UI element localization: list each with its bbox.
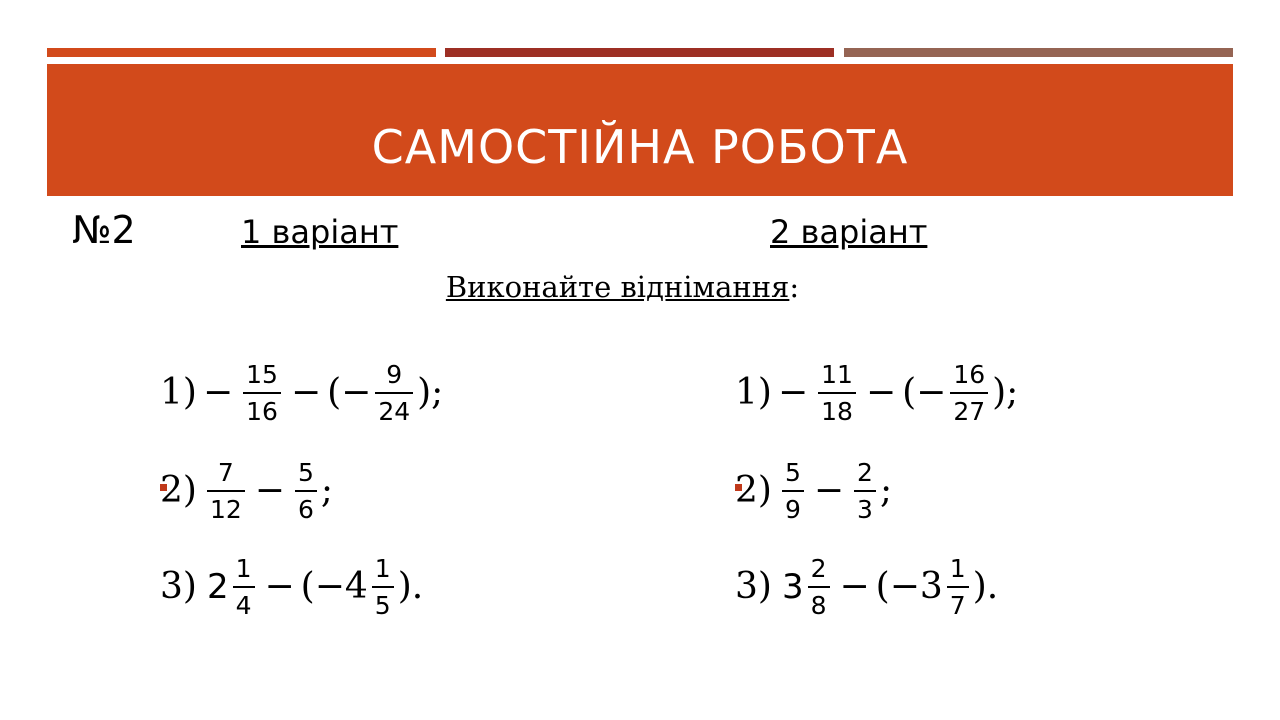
v2-expression-2 <box>735 460 892 522</box>
fraction <box>207 460 245 522</box>
expr-label: 3) <box>735 566 772 607</box>
open-paren: (− <box>902 372 947 413</box>
fraction <box>782 460 804 522</box>
denominator: 8 <box>808 586 830 618</box>
instruction-colon: : <box>789 270 800 304</box>
fraction <box>243 362 281 424</box>
numerator: 7 <box>217 458 234 487</box>
numerator: 5 <box>297 458 314 487</box>
whole-part: 3 <box>781 567 804 607</box>
denominator: 27 <box>950 392 988 424</box>
operator: − <box>813 470 845 511</box>
fraction <box>233 556 255 618</box>
numerator: 1 <box>949 554 966 583</box>
expr-label: 2) <box>735 470 772 511</box>
v2-expression-1 <box>735 362 1018 424</box>
fraction <box>375 362 413 424</box>
fraction <box>950 362 988 424</box>
operator: − <box>839 566 870 607</box>
numerator: 2 <box>810 554 827 583</box>
denominator: 18 <box>818 392 856 424</box>
semicolon: ; <box>320 470 333 511</box>
instruction-text: Виконайте віднімання <box>445 270 790 304</box>
numerator: 1 <box>235 554 252 583</box>
denominator: 5 <box>372 586 394 618</box>
fraction <box>808 556 830 618</box>
header-stripe-1 <box>47 48 436 57</box>
whole-part: 2 <box>206 567 229 607</box>
denominator: 4 <box>233 586 255 618</box>
v1-expression-3 <box>160 556 423 618</box>
fraction <box>854 460 876 522</box>
denominator: 16 <box>243 392 281 424</box>
close-paren: ). <box>397 566 424 607</box>
denominator: 24 <box>375 392 413 424</box>
operator: − <box>290 372 322 413</box>
minus-sign: − <box>202 372 234 413</box>
numerator: 9 <box>386 360 403 389</box>
numerator: 16 <box>953 360 986 389</box>
v1-expression-2 <box>160 460 333 522</box>
fraction <box>372 556 394 618</box>
denominator: 12 <box>207 490 245 522</box>
denominator: 9 <box>782 490 804 522</box>
numerator: 1 <box>374 554 391 583</box>
denominator: 6 <box>295 490 317 522</box>
expr-label: 1) <box>735 372 772 413</box>
minus-sign: − <box>777 372 809 413</box>
open-paren: (− <box>327 372 372 413</box>
v2-expression-3 <box>735 556 998 618</box>
numerator: 15 <box>246 360 278 389</box>
close-paren: ). <box>972 566 999 607</box>
semicolon: ; <box>879 470 893 511</box>
fraction <box>295 460 317 522</box>
denominator: 3 <box>854 490 876 522</box>
variant-1-heading: 1 варіант <box>241 213 399 251</box>
task-number: №2 <box>72 208 136 252</box>
operator: − <box>264 566 295 607</box>
open-paren: (−3 <box>875 566 943 607</box>
fraction <box>818 362 856 424</box>
numerator: 11 <box>821 360 853 389</box>
expr-label: 2) <box>160 470 197 511</box>
expr-label: 1) <box>160 372 197 413</box>
header-stripe-3 <box>844 48 1233 57</box>
numerator: 2 <box>857 458 873 487</box>
operator: − <box>254 470 285 511</box>
variant-2-heading: 2 варіант <box>770 213 928 251</box>
title-bar <box>47 64 1233 196</box>
slide-title: САМОСТІЙНА РОБОТА <box>371 120 909 174</box>
denominator: 7 <box>947 586 969 618</box>
close-paren: ); <box>992 372 1019 413</box>
operator: − <box>865 372 897 413</box>
header-stripe-2 <box>445 48 834 57</box>
v1-expression-1 <box>160 362 443 424</box>
close-paren: ); <box>417 372 444 413</box>
expr-label: 3) <box>160 566 197 607</box>
open-paren: (−4 <box>300 566 368 607</box>
instruction <box>0 270 1245 304</box>
fraction <box>947 556 969 618</box>
numerator: 5 <box>784 458 801 487</box>
